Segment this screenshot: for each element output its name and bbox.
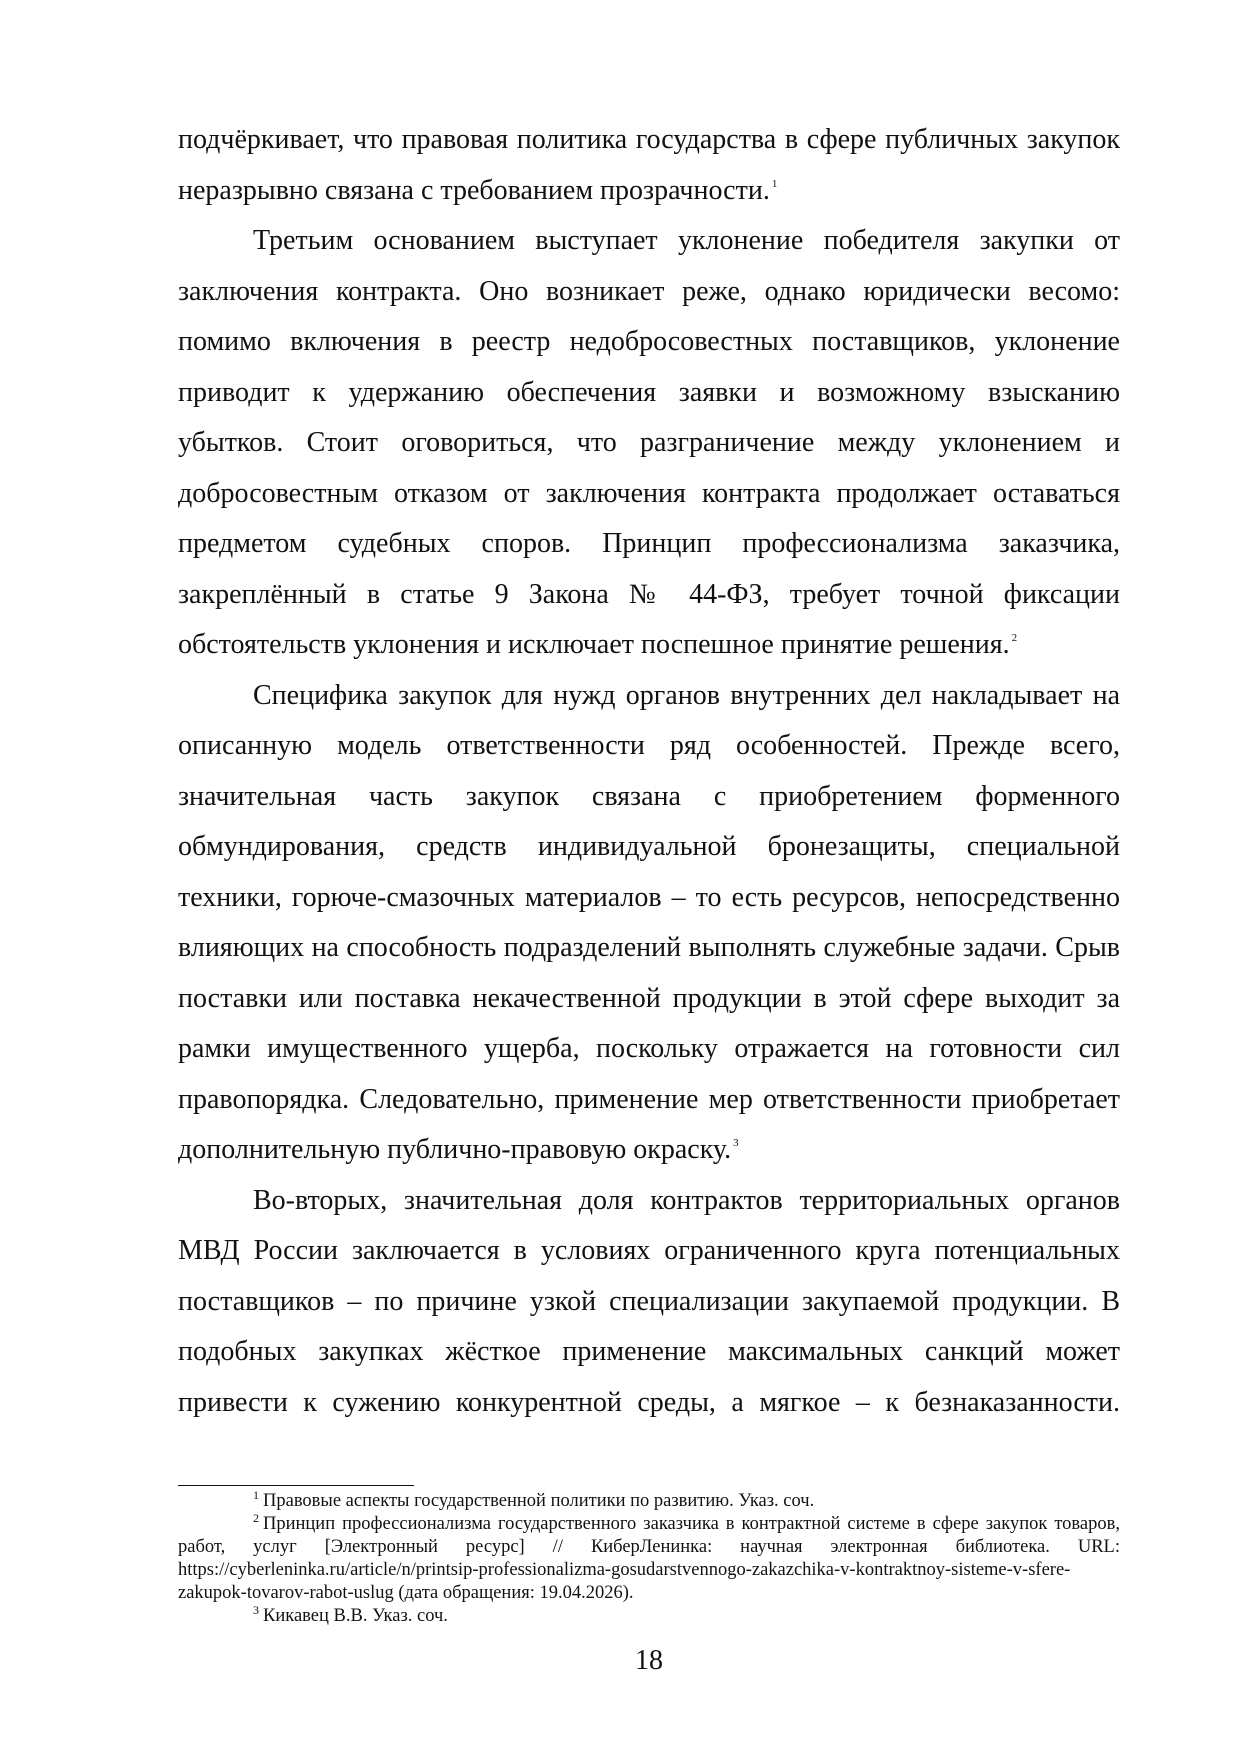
paragraph-continuation <box>178 115 1120 216</box>
footnote-ref[interactable]: 2 <box>1011 632 1018 644</box>
paragraph-text: Во-вторых, значительная доля контрактов территориальных органов МВД России заключается в условиях ограниченного круга потенциальных поставщиков – по причине узкой специализации закупаемой продукции. В подобных закупках жёсткое применение максимальных санкций может привести к сужению конкурентной среды, а мягкое – к безнаказанности. <box>178 1184 1120 1418</box>
paragraph <box>178 1176 1120 1429</box>
footnote-separator <box>178 1485 414 1486</box>
footnote-text: Принцип профессионализма государственного заказчика в контрактной системе в сфере закупок товаров, работ, услуг [Электронный ресурс] // КиберЛенинка: научная электронная библиотека. URL: https://cyberleninka.ru/article/n/printsip-professionalizma-gosudarstvennogo-zakazchika-v-kontraktnoy-sisteme-v-sfere-zakupok-tovarov-rabot-uslug (дата обращения: 19.04.2026). <box>178 1514 1120 1603</box>
footnote <box>178 1490 1120 1513</box>
paragraph-text: Специфика закупок для нужд органов внутренних дел накладывает на описанную модель ответственности ряд особенностей. Прежде всего, значительная часть закупок связана с приобретением форменного обмундирования, средств индивидуальной бронезащиты, специальной техники, горюче-смазочных материалов – то есть ресурсов, непосредственно влияющих на способность подразделений выполнять служебные задачи. Срыв поставки или поставка некачественной продукции в этой сфере выходит за рамки имущественного ущерба, поскольку отражается на готовности сил правопорядка. Следовательно, применение мер ответственности приобретает дополнительную публично-правовую окраску. <box>178 679 1120 1165</box>
footnote <box>178 1605 1120 1628</box>
footnote-number: 3 <box>253 1603 259 1617</box>
footnote-text: Правовые аспекты государственной политики по развитию. Указ. соч. <box>263 1491 815 1511</box>
footnote-ref[interactable]: 3 <box>733 1137 739 1149</box>
paragraph <box>178 216 1120 671</box>
footnote-number: 1 <box>253 1488 259 1502</box>
page-number: 18 <box>635 1645 663 1676</box>
footnotes <box>178 1490 1120 1628</box>
paragraph-text: Третьим основанием выступает уклонение победителя закупки от заключения контракта. Оно возникает реже, однако юридически весомо: помимо включения в реестр недобросовестных поставщиков, уклонение приводит к удержанию обеспечения заявки и возможному взысканию убытков. Стоит оговориться, что разграничение между уклонением и добросовестным отказом от заключения контракта продолжает оставаться предметом судебных споров. Принцип профессионализма заказчика, закреплённый в статье 9 Закона № 44-ФЗ, требует точной фиксации обстоятельств уклонения и исключает поспешное принятие решения. <box>178 225 1120 660</box>
footnote-text: Кикавец В.В. Указ. соч. <box>263 1606 448 1626</box>
footnote <box>178 1513 1120 1605</box>
footnote-ref[interactable]: 1 <box>771 177 778 190</box>
paragraph-text: подчёркивает, что правовая политика государства в сфере публичных закупок неразрывно связана с требованием прозрачности. <box>178 124 1120 206</box>
paragraph <box>178 671 1120 1176</box>
body-text <box>178 115 1120 1428</box>
footnote-number: 2 <box>253 1511 259 1525</box>
